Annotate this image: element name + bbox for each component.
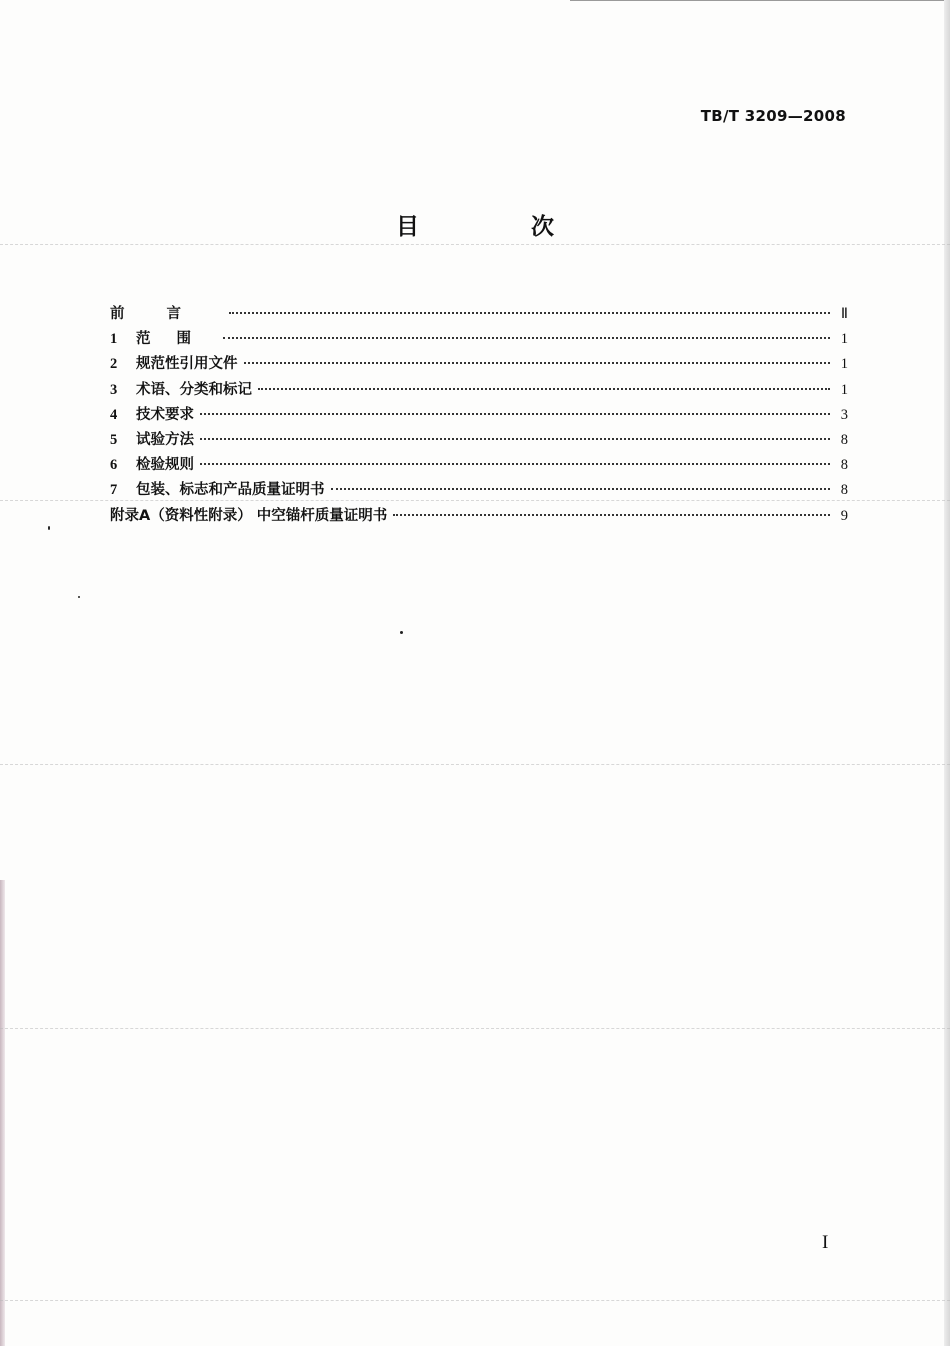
scan-left-edge (0, 880, 5, 1346)
toc-entry-number: 7 (110, 482, 118, 499)
toc-entry-page: 1 (840, 356, 848, 373)
toc-entry-inspection-rules[interactable] (110, 453, 848, 478)
toc-leader-dots (200, 438, 830, 440)
toc-entry-technical-requirements[interactable] (110, 403, 848, 428)
toc-entry-label: 包装、标志和产品质量证明书 (136, 482, 325, 499)
toc-entry-foreword[interactable] (110, 302, 848, 327)
toc-leader-dots (200, 463, 830, 465)
toc-entry-label: 检验规则 (136, 457, 194, 474)
toc-list (110, 302, 848, 529)
scan-line (0, 244, 950, 245)
toc-leader-dots (223, 337, 830, 339)
toc-entry-label: 试验方法 (136, 431, 194, 448)
scan-speck (48, 526, 50, 530)
toc-entry-label: 附录A（资料性附录） 中空锚杆质量证明书 (110, 507, 388, 524)
toc-leader-dots (244, 362, 831, 364)
toc-entry-label: 技术要求 (136, 406, 194, 423)
page-number: I (822, 1232, 829, 1253)
toc-leader-dots (200, 413, 830, 415)
scan-right-edge (944, 0, 950, 1346)
toc-entry-page: 1 (840, 381, 848, 398)
toc-entry-page: 8 (840, 431, 848, 448)
toc-entry-number: 6 (110, 457, 118, 474)
toc-title: 目 次 (395, 214, 606, 240)
toc-entry-label: 前言 (110, 306, 223, 322)
toc-entry-label: 术语、分类和标记 (136, 381, 252, 398)
scan-top-edge (570, 0, 950, 1)
toc-entry-page: 8 (840, 457, 848, 474)
toc-entry-page: 1 (840, 331, 848, 348)
toc-entry-number: 4 (110, 406, 118, 423)
toc-leader-dots (331, 488, 831, 490)
scan-speck (78, 596, 80, 598)
toc-entry-label: 范围 (136, 331, 217, 348)
scan-line (0, 1028, 950, 1029)
toc-entry-test-methods[interactable] (110, 428, 848, 453)
toc-entry-label: 规范性引用文件 (136, 356, 238, 373)
toc-leader-dots (393, 514, 830, 516)
toc-entry-packaging[interactable] (110, 478, 848, 503)
toc-entry-normative-references[interactable] (110, 352, 848, 377)
scan-line (0, 764, 950, 765)
toc-leader-dots (258, 388, 830, 390)
toc-entry-number: 2 (110, 356, 118, 373)
scan-line (0, 1300, 950, 1301)
toc-entry-page: Ⅱ (840, 306, 848, 322)
toc-entry-page: 3 (840, 406, 848, 423)
standard-number: TB/T 3209—2008 (700, 107, 846, 125)
toc-entry-number: 1 (110, 331, 118, 348)
toc-entry-page: 9 (840, 507, 848, 524)
toc-entry-scope[interactable] (110, 327, 848, 352)
toc-entry-page: 8 (840, 482, 848, 499)
toc-entry-appendix-a[interactable] (110, 504, 848, 529)
toc-entry-terms[interactable] (110, 378, 848, 403)
toc-entry-number: 3 (110, 381, 118, 398)
toc-entry-number: 5 (110, 431, 118, 448)
scan-speck (400, 631, 403, 634)
toc-leader-dots (229, 312, 830, 314)
